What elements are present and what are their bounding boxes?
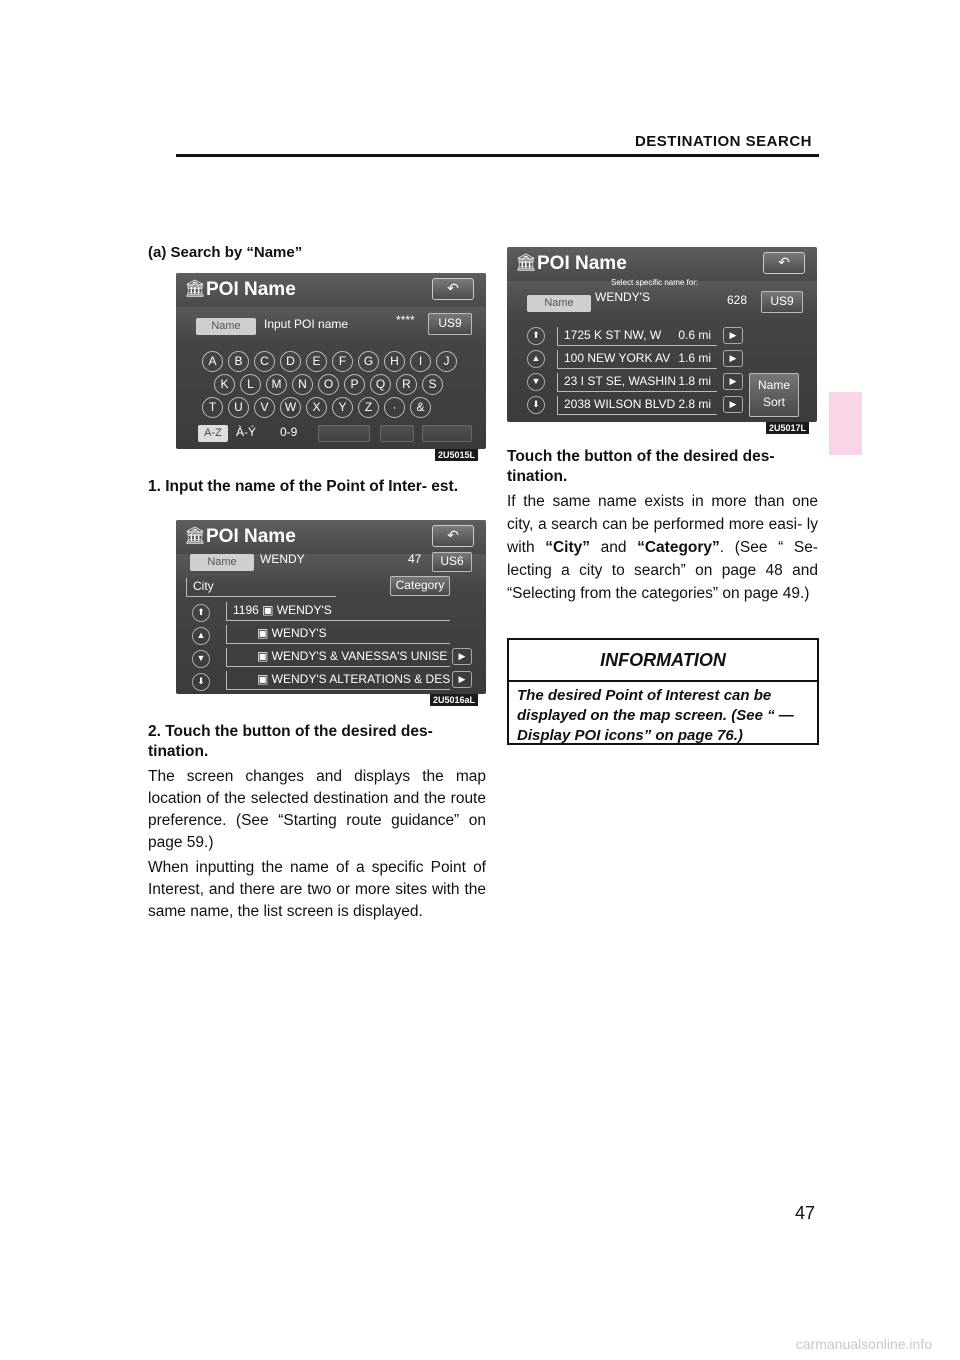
- name-label: Name: [196, 318, 256, 335]
- key-Y[interactable]: Y: [332, 397, 353, 418]
- page-down-button[interactable]: [527, 396, 545, 414]
- state-button[interactable]: US9: [428, 313, 472, 335]
- back-button[interactable]: [432, 278, 474, 300]
- step-1: 1. Input the name of the Point of Inter- est.: [148, 478, 459, 495]
- az-mode-button[interactable]: A-Z: [198, 425, 228, 442]
- back-arrow-icon: ↶: [447, 527, 459, 543]
- key-K[interactable]: K: [214, 374, 235, 395]
- query-text: WENDY'S: [595, 290, 650, 304]
- key-Z[interactable]: Z: [358, 397, 379, 418]
- key-J[interactable]: J: [436, 351, 457, 372]
- name-sort-button[interactable]: [749, 373, 799, 417]
- result-row[interactable]: [557, 373, 717, 392]
- down-arrow-icon: ▼: [531, 376, 541, 386]
- key-R[interactable]: R: [396, 374, 417, 395]
- state-button[interactable]: US9: [761, 291, 803, 313]
- paragraph: When inputting the name of a specific Point of Interest, and there are two or more sites with the same name, the list screen is displayed.: [148, 859, 486, 920]
- scroll-up-button[interactable]: [527, 350, 545, 368]
- paragraph-part: . (See “ Se- lecting a city to search” on page 48 and “Selecting from the categories” on page 49.): [507, 539, 818, 602]
- step-2: 2. Touch the button of the desired des- tination.: [148, 723, 433, 760]
- paragraph: The screen changes and displays the map location of the selected destination and the route preference. (See “Starting route guidance” on page 59.): [148, 768, 486, 851]
- information-heading: INFORMATION: [509, 640, 817, 682]
- figure-code: 2U5016aL: [430, 694, 478, 706]
- match-count: 47: [408, 552, 422, 566]
- result-row[interactable]: [557, 350, 717, 369]
- key-A[interactable]: A: [202, 351, 223, 372]
- key-X[interactable]: X: [306, 397, 327, 418]
- page-up-button[interactable]: [192, 604, 210, 622]
- double-down-arrow-icon: ⬇: [197, 676, 205, 686]
- space-button: [318, 425, 370, 442]
- right-arrow-icon: ▶: [458, 651, 466, 661]
- city-reference: “City”: [545, 539, 590, 556]
- row-distance: 1.8 mi: [678, 374, 711, 388]
- name-button[interactable]: Name: [527, 295, 591, 312]
- list-button: [422, 425, 472, 442]
- query-text: WENDY: [260, 552, 305, 566]
- up-arrow-icon: ▲: [531, 353, 541, 363]
- key-V[interactable]: V: [254, 397, 275, 418]
- category-button[interactable]: Category: [390, 576, 450, 596]
- back-button[interactable]: [432, 525, 474, 547]
- row-distance: 1.6 mi: [678, 351, 711, 365]
- scroll-down-button[interactable]: [527, 373, 545, 391]
- key-E[interactable]: E: [306, 351, 327, 372]
- name-button[interactable]: Name: [190, 554, 254, 571]
- key-Q[interactable]: Q: [370, 374, 391, 395]
- key-C[interactable]: C: [254, 351, 275, 372]
- result-row[interactable]: ▣ WENDY'S: [226, 625, 450, 644]
- detail-arrow-button[interactable]: [723, 373, 743, 390]
- poi-building-icon: 🏛: [184, 526, 206, 545]
- row-address: 2038 WILSON BLVD: [564, 397, 676, 411]
- detail-arrow-button[interactable]: [723, 350, 743, 367]
- scroll-up-button[interactable]: [192, 627, 210, 645]
- right-arrow-icon: ▶: [729, 353, 737, 363]
- row-distance: 2.8 mi: [678, 397, 711, 411]
- back-button[interactable]: [763, 252, 805, 274]
- result-row[interactable]: ▣ WENDY'S & VANESSA'S UNISE: [226, 648, 450, 667]
- poi-building-icon: 🏛: [184, 279, 206, 298]
- poi-name-input-screen: [176, 273, 486, 449]
- information-box: [507, 638, 819, 745]
- page-down-button[interactable]: [192, 673, 210, 691]
- screen-title: POI Name: [206, 279, 296, 300]
- row-distance: 0.6 mi: [678, 328, 711, 342]
- screen-title: POI Name: [537, 253, 627, 274]
- watermark: carmanualsonline.info: [795, 1336, 932, 1352]
- detail-arrow-button[interactable]: [452, 648, 472, 665]
- running-header: DESTINATION SEARCH: [634, 133, 812, 150]
- key-W[interactable]: W: [280, 397, 301, 418]
- paragraph-part: and: [590, 539, 638, 556]
- header-rule: [176, 154, 819, 157]
- sort-line-2: Sort: [762, 395, 785, 409]
- key-S[interactable]: S: [422, 374, 443, 395]
- paragraph: [507, 490, 818, 605]
- row-address: 23 I ST SE, WASHIN: [564, 374, 677, 388]
- poi-building-icon: 🏛: [515, 253, 537, 272]
- key-H[interactable]: H: [384, 351, 405, 372]
- key-T[interactable]: T: [202, 397, 223, 418]
- scroll-down-button[interactable]: [192, 650, 210, 668]
- key-D[interactable]: D: [280, 351, 301, 372]
- right-arrow-icon: ▶: [729, 399, 737, 409]
- numeric-mode-button[interactable]: 0-9: [280, 425, 298, 439]
- page-up-button[interactable]: [527, 327, 545, 345]
- key-N[interactable]: N: [292, 374, 313, 395]
- row-address: 1725 K ST NW, W: [564, 328, 662, 342]
- state-button[interactable]: US6: [432, 552, 472, 572]
- result-row[interactable]: ▣ WENDY'S ALTERATIONS & DES: [226, 671, 450, 690]
- key-dot[interactable]: ·: [384, 397, 405, 418]
- result-row[interactable]: 1196 ▣ WENDY'S: [226, 602, 450, 621]
- match-count: 628: [727, 293, 748, 307]
- key-G[interactable]: G: [358, 351, 379, 372]
- poi-name-list-screen: [176, 520, 486, 694]
- up-arrow-icon: ▲: [196, 630, 206, 640]
- poi-specific-name-screen: [507, 247, 817, 422]
- key-O[interactable]: O: [318, 374, 339, 395]
- sort-line-1: Name: [757, 378, 790, 392]
- key-I[interactable]: I: [410, 351, 431, 372]
- right-arrow-icon: ▶: [458, 674, 466, 684]
- figure-code: 2U5017L: [766, 422, 809, 434]
- down-arrow-icon: ▼: [196, 653, 206, 663]
- screen-subtitle: Select specific name for:: [611, 278, 699, 287]
- double-up-arrow-icon: ⬆: [532, 330, 540, 340]
- double-down-arrow-icon: ⬇: [532, 399, 540, 409]
- right-arrow-icon: ▶: [729, 330, 737, 340]
- back-arrow-icon: ↶: [447, 280, 459, 296]
- key-U[interactable]: U: [228, 397, 249, 418]
- page-number: 47: [795, 1203, 816, 1223]
- key-L[interactable]: L: [240, 374, 261, 395]
- key-F[interactable]: F: [332, 351, 353, 372]
- city-button[interactable]: City: [186, 578, 336, 597]
- paragraph-part: If the same name exists in more than one city, a search can be performed more easi- ly with: [507, 493, 818, 556]
- detail-arrow-button[interactable]: [452, 671, 472, 688]
- figure-code: 2U5015L: [435, 449, 478, 461]
- right-arrow-icon: ▶: [729, 376, 737, 386]
- input-prompt: Input POI name: [264, 317, 349, 331]
- result-row[interactable]: [557, 327, 717, 346]
- detail-arrow-button[interactable]: [723, 396, 743, 413]
- screen-title: POI Name: [206, 526, 296, 547]
- category-reference: “Category”: [637, 539, 720, 556]
- key-P[interactable]: P: [344, 374, 365, 395]
- match-count: ****: [396, 313, 415, 327]
- result-row[interactable]: [557, 396, 717, 415]
- information-text: The desired Point of Interest can be displayed on the map screen. (See “ — Display POI icons” on page 76.): [517, 687, 794, 744]
- key-B[interactable]: B: [228, 351, 249, 372]
- key-M[interactable]: M: [266, 374, 287, 395]
- section-subheading: (a) Search by “Name”: [148, 244, 303, 261]
- delete-button: [380, 425, 414, 442]
- accent-mode-button[interactable]: À-Ý: [236, 425, 257, 439]
- step-text: Touch the button of the desired des- tination.: [507, 448, 775, 485]
- detail-arrow-button[interactable]: [723, 327, 743, 344]
- row-address: 100 NEW YORK AV: [564, 351, 671, 365]
- back-arrow-icon: ↶: [778, 254, 790, 270]
- double-up-arrow-icon: ⬆: [197, 607, 205, 617]
- section-tab: [829, 392, 862, 455]
- key-ampersand[interactable]: &: [410, 397, 431, 418]
